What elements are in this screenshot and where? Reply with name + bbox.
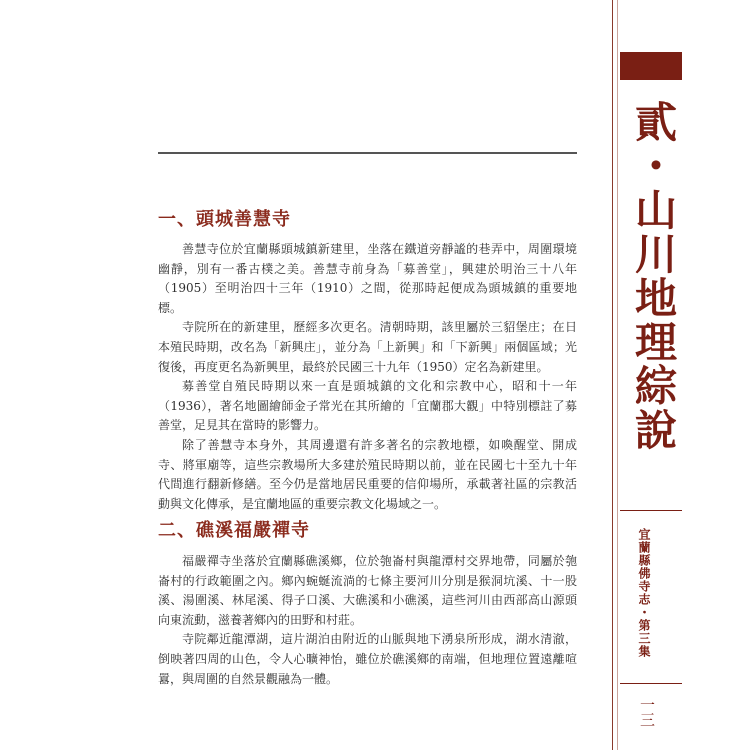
page-number: 一三 (638, 697, 656, 727)
sidebar-divider-bottom (620, 683, 682, 684)
running-book-title: 宜蘭縣佛寺志・第三集 (637, 528, 651, 658)
chapter-tab-block (620, 52, 682, 80)
sidebar-divider-top (620, 510, 682, 511)
paragraph: 寺院所在的新建里，歷經多次更名。清朝時期，該里屬於三貂堡庄；在日本殖民時期，改名為「新興庄」，並分為「上新興」和「下新興」兩個區域；光復後，再度更名為新興里，最終於民國三十九年（1950）定名為新建里。 (158, 320, 577, 374)
section-heading-jiaoxi: 二、礁溪福嚴禪寺 (158, 520, 310, 541)
chapter-title: 貳・山川地理綜說 (629, 100, 678, 452)
paragraph: 福嚴禪寺坐落於宜蘭縣礁溪鄉，位於匏崙村與龍潭村交界地帶，同屬於匏崙村的行政範圍之內。鄉內蜿蜒流淌的七條主要河川分別是猴洞坑溪、十一股溪、湯圍溪、林尾溪、得子口溪、大礁溪和小礁溪，這些河川由西部高山源頭向東流動，滋養著鄉內的田野和村莊。 (158, 554, 577, 627)
paragraph: 除了善慧寺本身外，其周邊還有許多著名的宗教地標，如喚醒堂、開成寺、將軍廟等，這些宗教場所大多建於殖民時期以前，並在民國七十至九十年代間進行翻新修繕。至今仍是當地居民重要的信仰場所，承載著社區的宗教活動與文化傳承，是宜蘭地區的重要宗教文化場域之一。 (158, 437, 577, 511)
paragraph: 寺院鄰近龍潭湖，這片湖泊由附近的山脈與地下湧泉所形成，湖水清澈，倒映著四周的山色，令人心曠神怡，雖位於礁溪鄉的南端，但地理位置遠離喧囂，與周圍的自然景觀融為一體。 (158, 632, 577, 686)
margin-rule-outer (612, 0, 613, 750)
paragraph: 募善堂自殖民時期以來一直是頭城鎮的文化和宗教中心，昭和十一年（1936），著名地圖繪師金子常光在其所繪的「宜蘭郡大觀」中特別標註了募善堂，足見其在當時的影響力。 (158, 379, 577, 433)
section-body-toucheng (158, 240, 577, 514)
margin-rule-inner (617, 0, 618, 750)
section-heading-toucheng: 一、頭城善慧寺 (158, 209, 291, 230)
paragraph: 善慧寺位於宜蘭縣頭城鎮新建里，坐落在鐵道旁靜謐的巷弄中，周圍環境幽靜，別有一番古樸之美。善慧寺前身為「募善堂」，興建於明治三十八年（1905）至明治四十三年（1910）之間，從那時起便成為頭城鎮的重要地標。 (158, 242, 577, 315)
section-body-jiaoxi (158, 552, 577, 689)
header-rule (158, 152, 577, 154)
